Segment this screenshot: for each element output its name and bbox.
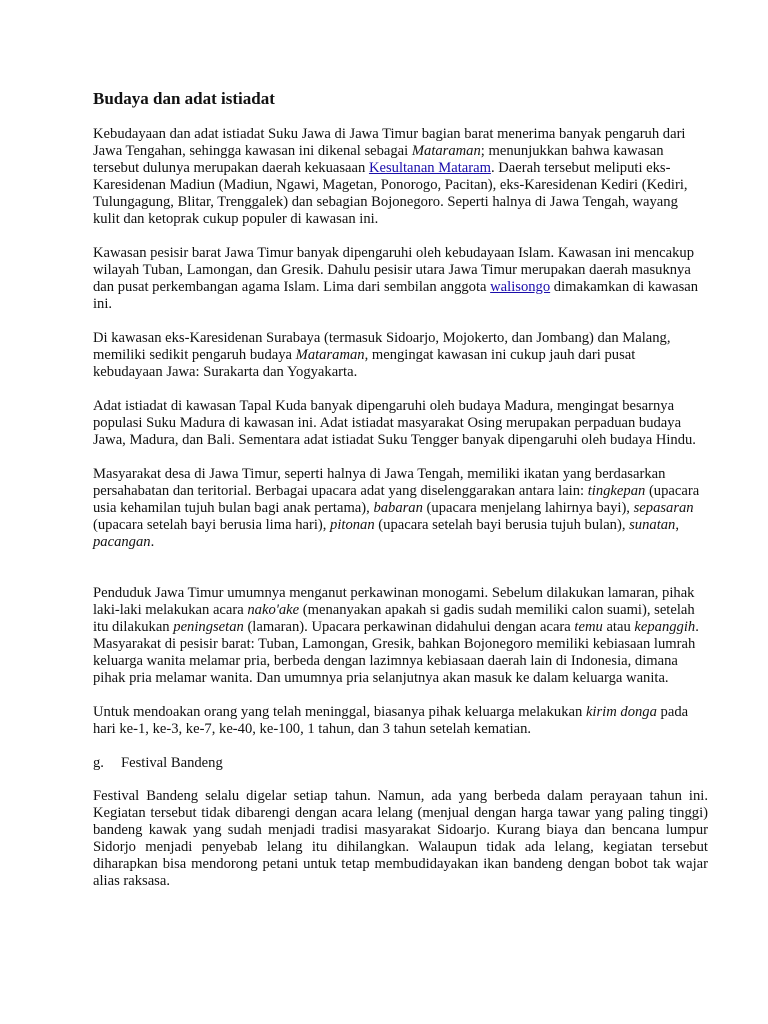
paragraph-text: . Daerah tersebut meliputi eks-Karesidenan Madiun (Madiun, Ngawi, Magetan, Ponorogo, Pacitan), eks-Karesidenan Kediri (Kediri, Tulungagung, Blitar, Trenggalek) dan sebagian Bojonegoro. Seperti halnya di Jawa Tengah, wayang kulit dan ketoprak cukup populer di kawasan ini.	[93, 160, 688, 227]
paragraph-text: (upacara usia kehamilan tujuh bulan bagi anak pertama),	[93, 483, 700, 516]
paragraph-upacara-adat	[93, 466, 708, 551]
paragraph-text: .	[150, 534, 155, 550]
italic-term: Mataraman	[411, 143, 481, 159]
list-item-festival	[93, 755, 708, 772]
paragraph-text: ; menunjukkan bahwa kawasan tersebut dulunya merupakan daerah kekuasaan	[93, 143, 664, 176]
paragraph-text: Untuk mendoakan orang yang telah meninggal, biasanya pihak keluarga melakukan	[93, 704, 586, 720]
paragraph-perkawinan	[93, 585, 708, 687]
paragraph-text: atau	[602, 619, 635, 635]
italic-term: tingkepan	[587, 483, 646, 499]
paragraph-text: ,	[675, 517, 679, 533]
walisongo-link[interactable]: walisongo	[490, 279, 551, 295]
kesultanan-mataram-link[interactable]: Kesultanan Mataram	[368, 160, 491, 176]
italic-term: sunatan	[629, 517, 676, 533]
paragraph-festival-bandeng	[93, 788, 708, 890]
italic-term: pitonan	[330, 517, 375, 533]
paragraph-surabaya	[93, 330, 708, 381]
section-heading: Budaya dan adat istiadat	[93, 89, 275, 108]
paragraph-pesisir-barat	[93, 245, 708, 313]
italic-term: Mataraman	[295, 347, 365, 363]
paragraph-text: (upacara setelah bayi berusia tujuh bulan),	[374, 517, 630, 533]
italic-term: peningsetan	[173, 619, 244, 635]
list-item-text: Festival Bandeng	[121, 755, 223, 771]
paragraph-text: Festival Bandeng selalu digelar setiap tahun. Namun, ada yang berbeda dalam perayaan tahun ini. Kegiatan tersebut tidak dibarengi dengan acara lelang (menjual dengan harga tawar yang paling tinggi) bandeng kawak yang sudah menjadi tradisi masyarakat Sidoarjo. Kurang biaya dan bencana lumpur Sidorjo menjadi penyebab lelang itu dihilangkan. Walaupun tidak ada lelang, kegiatan tersebut diharapkan bisa mendorong petani untuk tetap membudidayakan ikan bandeng dengan bobot tak wajar alias raksasa.	[93, 788, 708, 889]
paragraph-text: pada hari ke-1, ke-3, ke-7, ke-40, ke-100, 1 tahun, dan 3 tahun setelah kematian.	[93, 704, 689, 737]
paragraph-mataraman	[93, 126, 708, 228]
paragraph-text: Kawasan pesisir barat Jawa Timur banyak dipengaruhi oleh kebudayaan Islam. Kawasan ini mencakup wilayah Tuban, Lamongan, dan Gresik. Dahulu pesisir utara Jawa Timur merupakan daerah masuknya dan pusat perkembangan agama Islam. Lima dari sembilan anggota	[93, 245, 695, 295]
paragraph-text: Adat istiadat di kawasan Tapal Kuda banyak dipengaruhi oleh budaya Madura, mengingat besarnya populasi Suku Madura di kawasan ini. Adat istiadat masyarakat Osing merupakan perpaduan budaya Jawa, Madura, dan Bali. Sementara adat istiadat Suku Tengger banyak dipengaruhi oleh budaya Hindu.	[93, 398, 696, 448]
list-item-label: g.	[93, 755, 104, 771]
italic-term: pacangan	[93, 534, 151, 550]
italic-term: kepanggih	[634, 619, 696, 635]
paragraph-text: (menanyakan apakah si gadis sudah memiliki calon suami), setelah itu dilakukan	[93, 602, 695, 635]
paragraph-text: Penduduk Jawa Timur umumnya menganut perkawinan monogami. Sebelum dilakukan lamaran, pihak laki-laki melakukan acara	[93, 585, 695, 618]
paragraph-text: Kebudayaan dan adat istiadat Suku Jawa di Jawa Timur bagian barat menerima banyak pengaruh dari Jawa Tengahan, sehingga kawasan ini dikenal sebagai	[93, 126, 686, 159]
italic-term: temu	[574, 619, 603, 635]
paragraph-text: . Masyarakat di pesisir barat: Tuban, Lamongan, Gresik, bahkan Bojonegoro memiliki kebiasaan lumrah keluarga wanita melamar pria, berbeda dengan lazimnya kebiasaan daerah lain di Indonesia, dimana pihak pria melamar wanita. Dan umumnya pria selanjutnya akan masuk ke dalam keluarga wanita.	[93, 619, 699, 686]
paragraph-kirim-donga	[93, 704, 708, 738]
paragraph-text: Masyarakat desa di Jawa Timur, seperti halnya di Jawa Tengah, memiliki ikatan yang berdasarkan persahabatan dan teritorial. Berbagai upacara adat yang diselenggarakan antara lain:	[93, 466, 666, 499]
paragraph-text: (upacara setelah bayi berusia lima hari),	[93, 517, 331, 533]
paragraph-text: dimakamkan di kawasan ini.	[93, 279, 699, 312]
italic-term: nako'ake	[247, 602, 300, 618]
paragraph-text: Di kawasan eks-Karesidenan Surabaya (termasuk Sidoarjo, Mojokerto, dan Jombang) dan Malang, memiliki sedikit pengaruh budaya	[93, 330, 671, 363]
paragraph-text: , mengingat kawasan ini cukup jauh dari pusat kebudayaan Jawa: Surakarta dan Yogyakarta.	[93, 347, 636, 380]
paragraph-text: (upacara menjelang lahirnya bayi),	[422, 500, 634, 516]
italic-term: babaran	[373, 500, 423, 516]
paragraph-tapal-kuda	[93, 398, 708, 449]
italic-term: kirim donga	[585, 704, 657, 720]
paragraph-text: (lamaran). Upacara perkawinan didahului dengan acara	[243, 619, 575, 635]
italic-term: sepasaran	[633, 500, 694, 516]
